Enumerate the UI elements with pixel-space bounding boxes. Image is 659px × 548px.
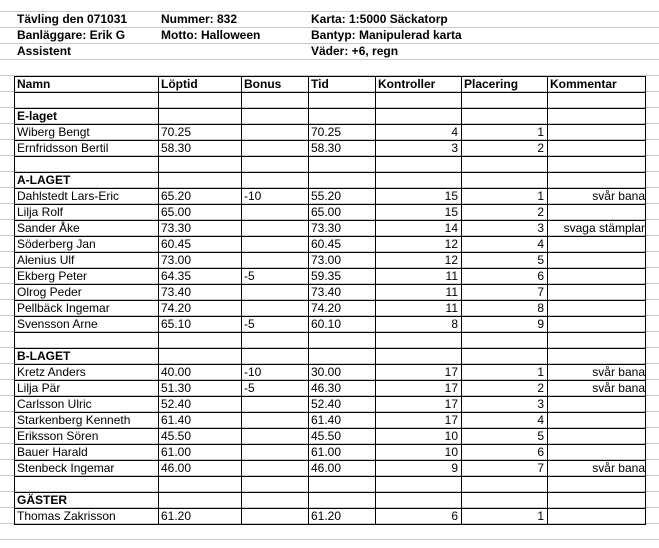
bonus-cell[interactable] bbox=[241, 124, 308, 140]
bonus-cell[interactable] bbox=[241, 412, 308, 428]
controls-cell[interactable]: 10 bbox=[444, 429, 458, 443]
controls-cell[interactable]: 6 bbox=[451, 509, 458, 523]
time-cell[interactable]: 74.20 bbox=[311, 301, 342, 315]
grid-line bbox=[14, 300, 645, 301]
name-cell[interactable]: Ekberg Peter bbox=[17, 269, 88, 283]
time-cell[interactable]: 65.00 bbox=[311, 205, 342, 219]
grid-line bbox=[14, 124, 645, 125]
name-cell[interactable]: Thomas Zakrisson bbox=[17, 509, 116, 523]
bonus-cell[interactable] bbox=[241, 460, 308, 476]
grid-line bbox=[14, 412, 645, 413]
time-cell[interactable]: 55.20 bbox=[311, 189, 342, 203]
column-header[interactable]: Bonus bbox=[244, 77, 282, 91]
column-header[interactable]: Kommentar bbox=[550, 77, 617, 91]
comment-cell[interactable]: svaga stämplar bbox=[563, 221, 645, 235]
controls-cell[interactable]: 17 bbox=[444, 381, 458, 395]
comment-cell[interactable] bbox=[547, 396, 645, 412]
runtime-cell[interactable]: 65.10 bbox=[161, 317, 192, 331]
comment-cell[interactable] bbox=[547, 508, 645, 524]
grid-line bbox=[308, 76, 309, 525]
controls-cell[interactable]: 10 bbox=[444, 445, 458, 459]
controls-cell[interactable]: 11 bbox=[445, 301, 458, 315]
placing-cell[interactable]: 5 bbox=[537, 253, 544, 267]
runtime-cell[interactable]: 74.20 bbox=[161, 301, 192, 315]
bonus-cell[interactable] bbox=[241, 396, 308, 412]
column-header[interactable]: Placering bbox=[464, 77, 519, 91]
grid-line bbox=[14, 156, 645, 157]
time-cell[interactable]: 73.40 bbox=[311, 285, 342, 299]
grid-line bbox=[14, 76, 645, 77]
runtime-cell[interactable]: 70.25 bbox=[161, 125, 192, 139]
placing-cell[interactable]: 1 bbox=[537, 125, 544, 139]
name-cell[interactable]: Carlsson Ulric bbox=[17, 397, 92, 411]
grid-line bbox=[14, 220, 645, 221]
name-cell[interactable]: Stenbeck Ingemar bbox=[17, 461, 115, 475]
grid-line bbox=[14, 380, 645, 381]
comment-cell[interactable] bbox=[547, 428, 645, 444]
info-cell[interactable]: Assistent bbox=[17, 44, 72, 58]
placing-cell[interactable]: 5 bbox=[537, 429, 544, 443]
bonus-cell[interactable]: -5 bbox=[244, 269, 255, 283]
runtime-cell[interactable]: 73.30 bbox=[161, 221, 192, 235]
runtime-cell[interactable]: 40.00 bbox=[161, 365, 192, 379]
grid-line bbox=[645, 76, 646, 525]
placing-cell[interactable]: 6 bbox=[537, 445, 544, 459]
grid-line bbox=[14, 332, 645, 333]
placing-cell[interactable]: 6 bbox=[537, 269, 544, 283]
comment-cell[interactable] bbox=[547, 284, 645, 300]
runtime-cell[interactable]: 60.45 bbox=[161, 237, 192, 251]
info-cell[interactable]: Väder: +6, regn bbox=[311, 44, 399, 58]
name-cell[interactable]: Bauer Harald bbox=[17, 445, 88, 459]
name-cell[interactable]: Eriksson Sören bbox=[17, 429, 99, 443]
name-cell[interactable]: Olrog Peder bbox=[17, 285, 82, 299]
bonus-cell[interactable] bbox=[241, 204, 308, 220]
grid-line bbox=[14, 364, 645, 365]
grid-line bbox=[0, 59, 659, 60]
time-cell[interactable]: 61.00 bbox=[311, 445, 342, 459]
column-header[interactable]: Tid bbox=[311, 77, 329, 91]
time-cell[interactable]: 60.10 bbox=[311, 317, 342, 331]
grid-line bbox=[14, 188, 645, 189]
grid-line bbox=[0, 539, 659, 540]
grid-line bbox=[14, 508, 645, 509]
time-cell[interactable]: 61.20 bbox=[311, 509, 342, 523]
grid-line bbox=[375, 76, 376, 525]
name-cell[interactable]: Starkenberg Kenneth bbox=[17, 413, 131, 427]
time-cell[interactable]: 60.45 bbox=[311, 237, 342, 251]
bonus-cell[interactable] bbox=[241, 508, 308, 524]
grid-line bbox=[14, 268, 645, 269]
placing-cell[interactable]: 2 bbox=[537, 381, 544, 395]
grid-line bbox=[14, 460, 645, 461]
column-header[interactable]: Löptid bbox=[161, 77, 198, 91]
placing-cell[interactable]: 1 bbox=[537, 365, 544, 379]
name-cell[interactable]: Söderberg Jan bbox=[17, 237, 96, 251]
comment-cell[interactable] bbox=[547, 316, 645, 332]
bonus-cell[interactable]: -5 bbox=[244, 317, 255, 331]
runtime-cell[interactable]: 73.00 bbox=[161, 253, 192, 267]
comment-cell[interactable]: svår bana bbox=[592, 365, 645, 379]
runtime-cell[interactable]: 65.20 bbox=[161, 189, 192, 203]
comment-cell[interactable] bbox=[547, 412, 645, 428]
info-cell[interactable]: Nummer: 832 bbox=[161, 12, 238, 26]
placing-cell[interactable]: 3 bbox=[537, 221, 544, 235]
time-cell[interactable]: 46.30 bbox=[311, 381, 342, 395]
bonus-cell[interactable]: -10 bbox=[244, 189, 262, 203]
runtime-cell[interactable]: 65.00 bbox=[161, 205, 192, 219]
placing-cell[interactable]: 3 bbox=[537, 397, 544, 411]
grid-line bbox=[14, 444, 645, 445]
grid-line bbox=[547, 76, 548, 525]
grid-line bbox=[14, 172, 645, 173]
bonus-cell[interactable] bbox=[241, 444, 308, 460]
group-title[interactable]: A-LAGET bbox=[17, 173, 71, 187]
info-cell[interactable]: Banläggare: Erik G bbox=[17, 28, 126, 42]
bonus-cell[interactable]: -5 bbox=[244, 381, 255, 395]
comment-cell[interactable] bbox=[547, 252, 645, 268]
placing-cell[interactable]: 4 bbox=[537, 413, 544, 427]
comment-cell[interactable] bbox=[547, 140, 645, 156]
comment-cell[interactable] bbox=[547, 236, 645, 252]
time-cell[interactable]: 59.35 bbox=[311, 269, 342, 283]
info-cell[interactable] bbox=[158, 43, 308, 59]
controls-cell[interactable]: 11 bbox=[445, 285, 458, 299]
name-cell[interactable]: Svensson Arne bbox=[17, 317, 98, 331]
bonus-cell[interactable] bbox=[241, 220, 308, 236]
grid-line bbox=[14, 428, 645, 429]
comment-cell[interactable]: svår bana bbox=[592, 381, 645, 395]
grid-line bbox=[14, 92, 645, 93]
bonus-cell[interactable] bbox=[241, 252, 308, 268]
name-cell[interactable]: Wiberg Bengt bbox=[17, 125, 90, 139]
bonus-cell[interactable] bbox=[241, 284, 308, 300]
bonus-cell[interactable]: -10 bbox=[244, 365, 262, 379]
time-cell[interactable]: 73.30 bbox=[311, 221, 342, 235]
runtime-cell[interactable]: 61.00 bbox=[161, 445, 192, 459]
placing-cell[interactable]: 1 bbox=[537, 189, 544, 203]
grid-line bbox=[14, 108, 645, 109]
name-cell[interactable]: Pellbäck Ingemar bbox=[17, 301, 110, 315]
placing-cell[interactable]: 8 bbox=[537, 301, 544, 315]
runtime-cell[interactable]: 45.50 bbox=[161, 429, 192, 443]
time-cell[interactable]: 73.00 bbox=[311, 253, 342, 267]
controls-cell[interactable]: 3 bbox=[451, 141, 458, 155]
info-cell[interactable]: Tävling den 071031 bbox=[17, 12, 128, 26]
runtime-cell[interactable]: 51.30 bbox=[161, 381, 192, 395]
grid-line bbox=[461, 76, 462, 525]
comment-cell[interactable] bbox=[547, 124, 645, 140]
grid-line bbox=[14, 476, 645, 477]
controls-cell[interactable]: 17 bbox=[444, 413, 458, 427]
name-cell[interactable]: Alenius Ulf bbox=[17, 253, 75, 267]
grid-line bbox=[14, 492, 645, 493]
grid-line bbox=[241, 76, 242, 525]
grid-line bbox=[14, 396, 645, 397]
time-cell[interactable]: 61.40 bbox=[311, 413, 342, 427]
comment-cell[interactable] bbox=[547, 444, 645, 460]
name-cell[interactable]: Kretz Anders bbox=[17, 365, 86, 379]
controls-cell[interactable]: 14 bbox=[444, 221, 458, 235]
comment-cell[interactable] bbox=[547, 268, 645, 284]
group-title[interactable]: E-laget bbox=[17, 109, 58, 123]
time-cell[interactable]: 45.50 bbox=[311, 429, 342, 443]
controls-cell[interactable]: 15 bbox=[444, 205, 458, 219]
time-cell[interactable]: 58.30 bbox=[311, 141, 342, 155]
placing-cell[interactable]: 2 bbox=[537, 141, 544, 155]
bonus-cell[interactable] bbox=[241, 140, 308, 156]
placing-cell[interactable]: 7 bbox=[537, 285, 544, 299]
runtime-cell[interactable]: 52.40 bbox=[161, 397, 192, 411]
grid-line bbox=[14, 252, 645, 253]
name-cell[interactable]: Sander Åke bbox=[17, 221, 80, 235]
bonus-cell[interactable] bbox=[241, 428, 308, 444]
time-cell[interactable]: 52.40 bbox=[311, 397, 342, 411]
controls-cell[interactable]: 8 bbox=[451, 317, 458, 331]
controls-cell[interactable]: 17 bbox=[444, 397, 458, 411]
runtime-cell[interactable]: 61.20 bbox=[161, 509, 192, 523]
controls-cell[interactable]: 9 bbox=[451, 461, 458, 475]
placing-cell[interactable]: 4 bbox=[537, 237, 544, 251]
grid-line bbox=[14, 284, 645, 285]
controls-cell[interactable]: 15 bbox=[444, 189, 458, 203]
name-cell[interactable]: Lilja Rolf bbox=[17, 205, 64, 219]
runtime-cell[interactable]: 61.40 bbox=[161, 413, 192, 427]
placing-cell[interactable]: 1 bbox=[537, 509, 544, 523]
bonus-cell[interactable] bbox=[241, 236, 308, 252]
comment-cell[interactable]: svår bana bbox=[592, 189, 645, 203]
info-cell[interactable]: Bantyp: Manipulerad karta bbox=[311, 28, 462, 42]
info-cell[interactable]: Karta: 1:5000 Säckatorp bbox=[311, 12, 448, 26]
grid-line bbox=[14, 348, 645, 349]
grid-line bbox=[14, 140, 645, 141]
runtime-cell[interactable]: 73.40 bbox=[161, 285, 192, 299]
placing-cell[interactable]: 9 bbox=[537, 317, 544, 331]
grid-line bbox=[14, 524, 645, 525]
grid-line bbox=[14, 204, 645, 205]
group-title[interactable]: B-LAGET bbox=[17, 349, 71, 363]
time-cell[interactable]: 30.00 bbox=[311, 365, 342, 379]
runtime-cell[interactable]: 64.35 bbox=[161, 269, 192, 283]
grid-line bbox=[14, 316, 645, 317]
comment-cell[interactable] bbox=[547, 204, 645, 220]
controls-cell[interactable]: 11 bbox=[445, 269, 458, 283]
grid-line bbox=[14, 236, 645, 237]
placing-cell[interactable]: 2 bbox=[537, 205, 544, 219]
controls-cell[interactable]: 4 bbox=[451, 125, 458, 139]
time-cell[interactable]: 46.00 bbox=[311, 461, 342, 475]
controls-cell[interactable]: 12 bbox=[444, 237, 458, 251]
name-cell[interactable]: Lilja Pär bbox=[17, 381, 61, 395]
controls-cell[interactable]: 12 bbox=[444, 253, 458, 267]
name-cell[interactable]: Dahlstedt Lars-Eric bbox=[17, 189, 120, 203]
column-header[interactable]: Kontroller bbox=[378, 77, 436, 91]
grid-line bbox=[14, 76, 15, 525]
runtime-cell[interactable]: 46.00 bbox=[161, 461, 192, 475]
grid-line bbox=[158, 76, 159, 525]
comment-cell[interactable]: svår bana bbox=[592, 461, 645, 475]
runtime-cell[interactable]: 58.30 bbox=[161, 141, 192, 155]
group-title[interactable]: GÄSTER bbox=[17, 493, 68, 507]
info-cell[interactable]: Motto: Halloween bbox=[161, 28, 261, 42]
comment-cell[interactable] bbox=[547, 300, 645, 316]
placing-cell[interactable]: 7 bbox=[537, 461, 544, 475]
column-header[interactable]: Namn bbox=[17, 77, 51, 91]
bonus-cell[interactable] bbox=[241, 300, 308, 316]
time-cell[interactable]: 70.25 bbox=[311, 125, 342, 139]
controls-cell[interactable]: 17 bbox=[444, 365, 458, 379]
name-cell[interactable]: Ernfridsson Bertil bbox=[17, 141, 109, 155]
